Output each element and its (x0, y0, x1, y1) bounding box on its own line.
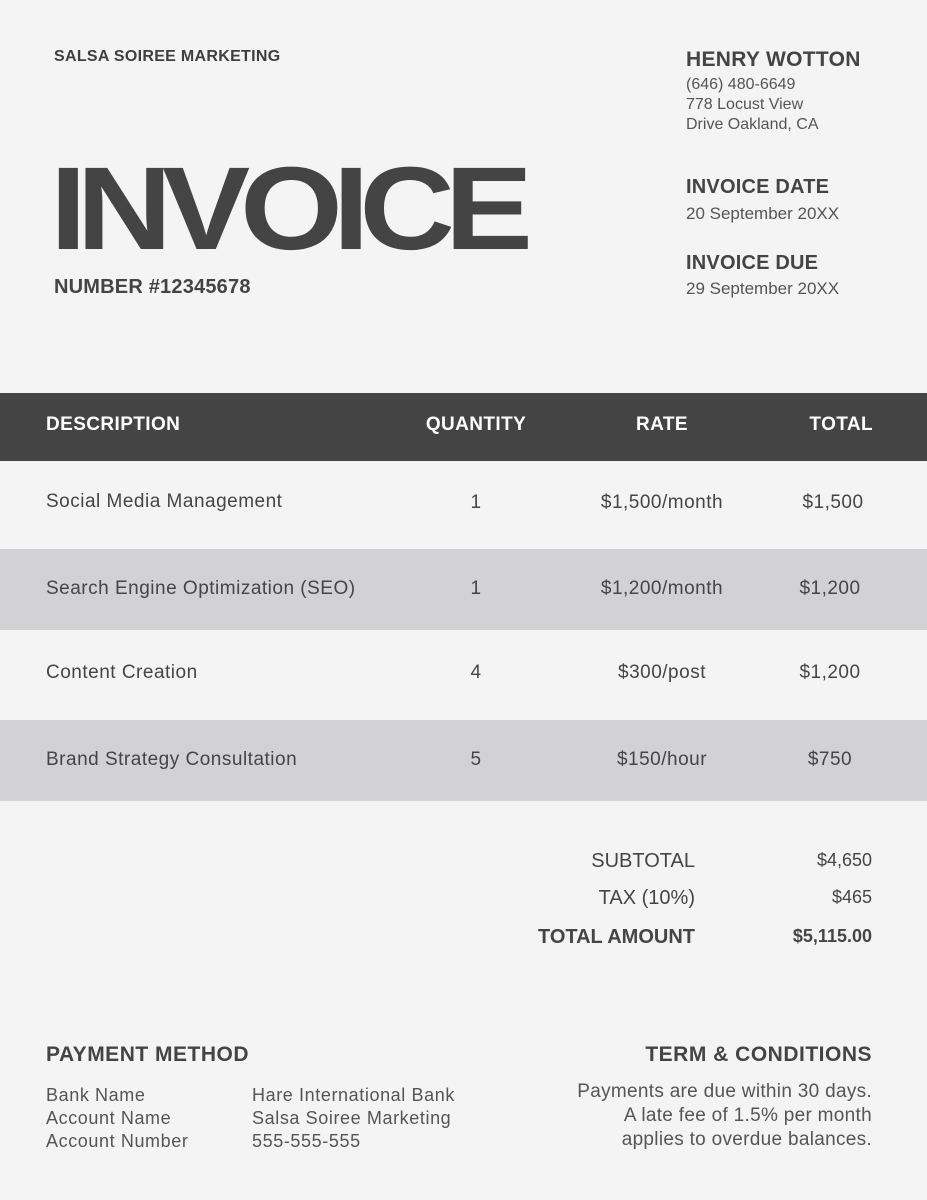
row3-quantity: 4 (470, 662, 482, 683)
account-name-value: Salsa Soiree Marketing (252, 1108, 452, 1128)
terms-line2: A late fee of 1.5% per month (623, 1105, 872, 1126)
row3-description: Content Creation (46, 662, 198, 683)
total-amount-label: TOTAL AMOUNT (537, 926, 695, 948)
row2-quantity: 1 (470, 578, 482, 599)
tax-value: $465 (831, 887, 872, 907)
row4-total: $750 (807, 749, 853, 770)
invoice-date-value: 20 September 20XX (686, 204, 840, 223)
header-total: TOTAL (809, 414, 873, 435)
row4-description: Brand Strategy Consultation (46, 749, 298, 770)
subtotal-value: $4,650 (816, 850, 872, 870)
client-address-line1: 778 Locust View (686, 96, 804, 113)
bank-name-label: Bank Name (46, 1085, 146, 1105)
account-number-label: Account Number (46, 1131, 189, 1151)
terms-line1: Payments are due within 30 days. (577, 1081, 872, 1102)
account-number-value: 555-555-555 (252, 1131, 361, 1151)
account-name-label: Account Name (46, 1108, 172, 1128)
invoice-title: INVOICE (50, 143, 523, 275)
header-description: DESCRIPTION (46, 414, 181, 435)
invoice-due-value: 29 September 20XX (686, 279, 840, 298)
terms-line3: applies to overdue balances. (621, 1129, 872, 1150)
terms-text (492, 1080, 872, 1152)
row4-rate: $150/hour (616, 749, 708, 770)
invoice-number: NUMBER #12345678 (54, 276, 251, 298)
row1-quantity: 1 (470, 492, 482, 513)
terms-title: TERM & CONDITIONS (645, 1043, 872, 1066)
row2-description: Search Engine Optimization (SEO) (46, 578, 356, 599)
row1-rate: $1,500/month (600, 492, 724, 513)
total-amount-value: $5,115.00 (792, 926, 872, 946)
row2-total: $1,200 (799, 578, 861, 599)
subtotal-label: SUBTOTAL (591, 850, 695, 872)
payment-method-title: PAYMENT METHOD (46, 1043, 250, 1066)
bank-name-value: Hare International Bank (252, 1085, 455, 1105)
client-address-line2: Drive Oakland, CA (686, 116, 819, 133)
invoice-date-label: INVOICE DATE (686, 176, 830, 198)
row3-total: $1,200 (799, 662, 861, 683)
row4-quantity: 5 (470, 749, 482, 770)
invoice-due-label: INVOICE DUE (686, 252, 819, 274)
row1-total: $1,500 (802, 492, 864, 513)
header-quantity: QUANTITY (425, 414, 527, 435)
client-phone: (646) 480-6649 (686, 76, 796, 93)
tax-label: TAX (10%) (598, 887, 695, 909)
company-name: SALSA SOIREE MARKETING (54, 48, 281, 65)
client-name: HENRY WOTTON (686, 48, 861, 71)
header-rate: RATE (636, 414, 688, 435)
row1-description: Social Media Management (46, 491, 283, 512)
row2-rate: $1,200/month (600, 578, 724, 599)
row3-rate: $300/post (618, 662, 706, 683)
